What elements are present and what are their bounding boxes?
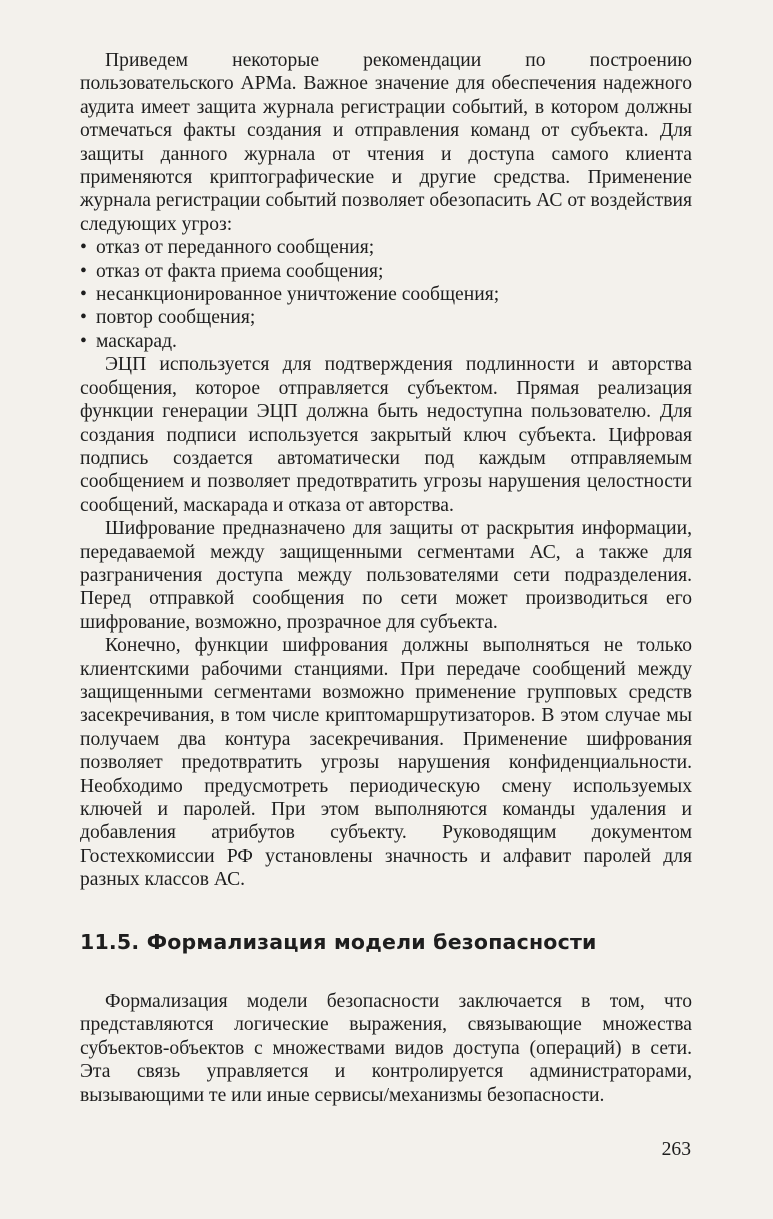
body-text-top	[80, 49, 692, 892]
body-text-bottom	[80, 990, 692, 1107]
paragraph-formalization: Формализация модели безопасности заключается в том, что представляются логические выражения, связывающие множества субъектов-объектов с множествами видов доступа (операций) в сети. Эта связь управляется и контролируется администраторами, вызывающими те или иные сервисы/механизмы безопасности.	[80, 991, 692, 1106]
section-heading: 11.5. Формализация модели безопасности	[80, 930, 597, 954]
paragraph-encryption: Шифрование предназначено для защиты от раскрытия информации, передаваемой между защищенными сегментами АС, а также для разграничения доступа между пользователями сети подразделения. Перед отправкой сообщения по сети может производиться его шифрование, возможно, прозрачное для субъекта.	[80, 518, 692, 633]
threat-item: • повтор сообщения;	[80, 306, 692, 329]
threat-item: • отказ от факта приема сообщения;	[80, 260, 692, 283]
threat-item: • отказ от переданного сообщения;	[80, 236, 692, 259]
threat-item: • несанкционированное уничтожение сообщения;	[80, 283, 692, 306]
page-number: 263	[661, 1139, 691, 1160]
threat-list	[80, 236, 692, 353]
threat-item: • маскарад.	[80, 330, 692, 353]
paragraph-arm-recommendations: Приведем некоторые рекомендации по построению пользовательского АРМа. Важное значение для обеспечения надежного аудита имеет защита журнала регистрации событий, в котором должны отмечаться факты создания и отправления команд от субъекта. Для защиты данного журнала от чтения и доступа самого клиента применяются криптографические и другие средства. Применение журнала регистрации событий позволяет обезопасить АС от воздействия следующих угроз:	[80, 50, 692, 235]
paragraph-digital-signature: ЭЦП используется для подтверждения подлинности и авторства сообщения, которое отправляется субъектом. Прямая реализация функции генерации ЭЦП должна быть недоступна пользователю. Для создания подписи используется закрытый ключ субъекта. Цифровая подпись создается автоматически под каждым отправляемым сообщением и позволяет предотвратить угрозы нарушения целостности сообщений, маскарада и отказа от авторства.	[80, 354, 692, 516]
paragraph-encryption-functions: Конечно, функции шифрования должны выполняться не только клиентскими рабочими станциями. При передаче сообщений между защищенными сегментами возможно применение групповых средств засекречивания, в том числе криптомаршрутизаторов. В этом случае мы получаем два контура засекречивания. Применение шифрования позволяет предотвратить угрозы нарушения конфиденциальности. Необходимо предусмотреть периодическую смену используемых ключей и паролей. При этом выполняются команды удаления и добавления атрибутов субъекту. Руководящим документом Гостехкомиссии РФ установлены значность и алфавит паролей для разных классов АС.	[80, 635, 692, 891]
